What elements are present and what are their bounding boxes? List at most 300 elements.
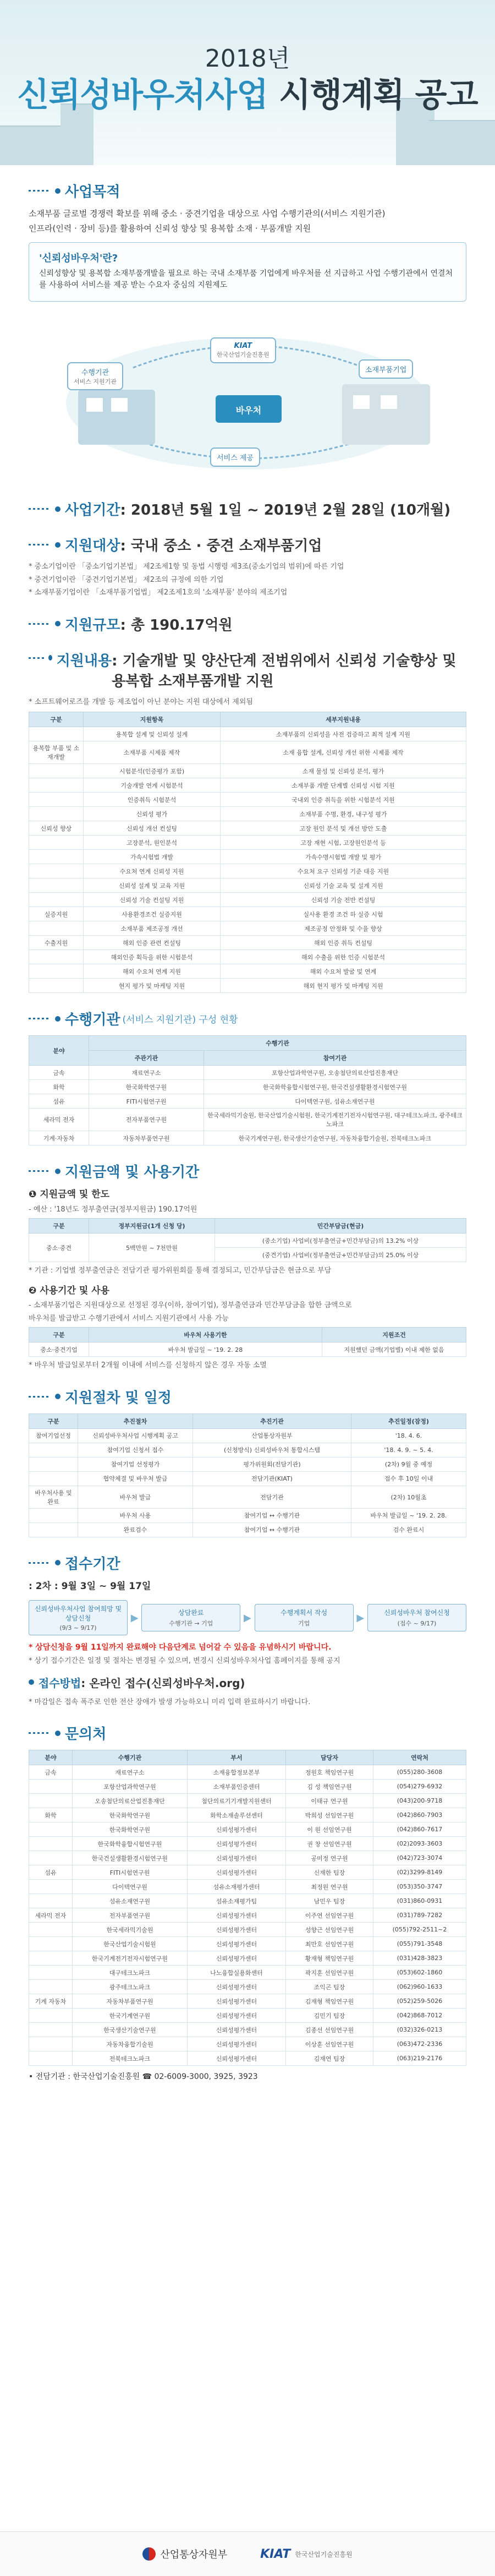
table-cell: (2차) 9월 중 예정 — [351, 1457, 466, 1471]
table-cell — [29, 1780, 73, 1794]
table-cell — [29, 1822, 73, 1837]
table-header: 주관기관 — [89, 1051, 204, 1066]
table-header: 연락처 — [373, 1750, 466, 1765]
field-heading: 지원내용 — [56, 652, 112, 669]
table-cell: 고장 원인 분석 및 개선 방안 도출 — [221, 821, 466, 836]
table-cell: 광주테크노파크 — [73, 1980, 188, 1994]
table-cell: 협약체결 및 바우처 발급 — [78, 1471, 193, 1486]
table-cell: 전자부품연구원 — [73, 1908, 188, 1923]
table-cell: 신뢰성 개선 컨설팅 — [84, 821, 221, 836]
table-cell: 곽지훈 선임연구원 — [286, 1966, 373, 1980]
table-row — [29, 1880, 466, 1894]
table-row — [29, 1486, 466, 1508]
table-cell — [29, 1837, 73, 1851]
field-note: * 소프트웨어로즈를 개발 등 제조업이 아닌 분야는 지원 대상에서 제외됨 — [29, 697, 253, 706]
table-cell: 소재부품 시제품 제작 — [84, 741, 221, 764]
table-cell — [29, 2023, 73, 2037]
table-row — [29, 1951, 466, 1966]
table-cell: 전담기관(KIAT) — [193, 1471, 351, 1486]
table-cell: 세라믹 전자 — [29, 1908, 73, 1923]
step-box: 상담완료 수행기관 → 기업 — [141, 1604, 240, 1631]
table-cell: 참여기업선정 — [29, 1428, 78, 1443]
agencies-heading: 수행기관 — [65, 1012, 120, 1028]
table-row — [29, 1994, 466, 2009]
table-cell: (053)350-3747 — [373, 1880, 466, 1894]
scale-value: : 총 190.17억원 — [120, 616, 233, 634]
step-box: 수행계획서 작성 기업 — [255, 1604, 354, 1631]
table-cell: (053)602-1860 — [373, 1966, 466, 1980]
table-cell — [29, 950, 84, 964]
table-row — [29, 778, 466, 793]
target-section — [29, 534, 466, 598]
support-subheading: ❶ 지원금액 및 한도 — [29, 1189, 110, 1200]
table-cell — [29, 1508, 78, 1522]
table-cell: 해외 인증 관련 컨설팅 — [84, 936, 221, 950]
table-row — [29, 921, 466, 936]
support-usage-table — [29, 1327, 466, 1357]
title-highlight: 신뢰성바우처사업 — [17, 76, 268, 114]
field-section — [29, 650, 466, 994]
table-cell: FITI시험연구원 — [73, 1865, 188, 1880]
table-cell: 인증취득 시험분석 — [84, 793, 221, 807]
table-header: 추진일정(잠정) — [351, 1413, 466, 1428]
table-cell: 해외인증 획득을 위한 시험분석 — [84, 950, 221, 964]
field-value: : 기술개발 및 양산단계 전범위에서 신뢰성 기술향상 및 용복합 소재부품개발 지원 — [112, 652, 457, 690]
table-cell: 재료연구소 — [89, 1066, 204, 1080]
table-cell — [29, 1923, 73, 1937]
table-cell: 재료연구소 — [73, 1765, 188, 1780]
table-cell — [29, 1471, 78, 1486]
table-cell: 기계 자동차 — [29, 1994, 73, 2009]
table-cell: 최정원 연구원 — [286, 1880, 373, 1894]
table-cell: 국내외 인증 취득을 위한 시험분석 지원 — [221, 793, 466, 807]
table-row — [29, 1508, 466, 1522]
voucher-flow-diagram — [29, 307, 466, 483]
table-cell — [29, 1457, 78, 1471]
support-subheading: ❷ 사용기간 및 사용 — [29, 1285, 110, 1296]
table-cell: FITI시험연구원 — [89, 1094, 204, 1109]
table-cell: 신뢰성평가센터 — [188, 2023, 286, 2037]
voucher-definition-box — [29, 242, 466, 302]
main-contact: • 전담기관 : 한국산업기술진흥원 ☎ 02-6009-3000, 3925, 3923 — [29, 2072, 258, 2081]
table-row — [29, 878, 466, 893]
table-cell: 신뢰성평가센터 — [188, 1980, 286, 1994]
table-cell: 소재부품 개발 단계별 신뢰성 시험 지원 — [221, 778, 466, 793]
table-cell: 바우처 발급일 ~ '19. 2. 28. — [351, 1508, 466, 1522]
table-row — [29, 864, 466, 878]
table-cell: 바우처 발급 — [78, 1486, 193, 1508]
table-cell: (055)791-3548 — [373, 1937, 466, 1951]
title-rest: 시행계획 공고 — [268, 76, 478, 114]
table-cell: 자동차부품연구원 — [73, 1994, 188, 2009]
table-row — [29, 741, 466, 764]
table-row — [29, 1094, 466, 1109]
contact-heading: 문의처 — [65, 1726, 107, 1743]
table-cell: (02)3299-8149 — [373, 1865, 466, 1880]
table-cell: 소재융합정보본부 — [188, 1765, 286, 1780]
table-cell: 한국기계연구원 — [73, 2009, 188, 2023]
table-cell — [29, 2051, 73, 2066]
table-cell: (042)723-3074 — [373, 1851, 466, 1865]
table-cell: 한국세라믹기술원, 한국산업기술시험원, 한국기계전기전자시험연구원, 대구테크노파크, 광주테크노파크 — [204, 1109, 466, 1131]
table-row — [29, 807, 466, 821]
table-cell: 한국산업기술시험원 — [73, 1937, 188, 1951]
table-cell — [29, 964, 84, 979]
table-cell: 다이텍연구원, 섬유소재연구원 — [204, 1094, 466, 1109]
table-cell: 나노융합실용화센터 — [188, 1966, 286, 1980]
table-cell: 한국생산기술연구원 — [73, 2023, 188, 2037]
table-cell: (062)960-1633 — [373, 1980, 466, 1994]
field-table-body — [29, 727, 466, 993]
table-header: 구분 — [29, 1328, 89, 1342]
target-item: * 중소기업이란 「중소기업기본법」 제2조제1항 및 동법 시행령 제3조(중소기업의 범위)에 따른 기업 — [29, 563, 344, 571]
table-cell: 수요처 연계 신뢰성 지원 — [84, 864, 221, 878]
table-cell: 고장 재현 시험, 고장원인분석 등 — [221, 836, 466, 850]
table-cell: 소재부품 수명, 환경, 내구성 평가 — [221, 807, 466, 821]
table-cell: 김민기 팀장 — [286, 2009, 373, 2023]
table-row — [29, 2023, 466, 2037]
table-cell: (063)219-2176 — [373, 2051, 466, 2066]
table-cell: 시험분석(인증평가 포함) — [84, 764, 221, 778]
table-cell: 참여기업 ↔ 수행기관 — [193, 1508, 351, 1522]
table-cell: 신뢰성 기술 전반 컨설팅 — [221, 893, 466, 907]
table-cell: 완료검수 — [78, 1522, 193, 1537]
table-cell — [29, 793, 84, 807]
table-cell: 해외 수출을 위한 인증 시험분석 — [221, 950, 466, 964]
table-cell: 가속시험법 개발 — [84, 850, 221, 864]
table-cell: 한국화학연구원 — [89, 1080, 204, 1094]
arrow-right-icon: ▶ — [356, 1612, 365, 1624]
table-cell — [29, 1894, 73, 1908]
table-header: 부서 — [188, 1750, 286, 1765]
method-note: * 마감일은 접속 폭주로 인한 전산 장애가 발생 가능하오니 미리 입력 완료하시기 바랍니다. — [29, 1698, 311, 1706]
support-note: - 예산 : '18년도 정부출연금(정부지원금) 190.17억원 — [29, 1205, 197, 1214]
table-header: 담당자 — [286, 1750, 373, 1765]
voucher-label: 바우처 — [235, 405, 262, 416]
table-cell — [29, 836, 84, 850]
application-period: : 2차 : 9월 3일 ~ 9월 17일 — [29, 1580, 151, 1592]
table-cell: 김재형 책임연구원 — [286, 1994, 373, 2009]
table-cell: 용복합 설계 및 신뢰성 설계 — [84, 727, 221, 741]
table-cell: 한국화학연구원 — [73, 1808, 188, 1822]
support-note: - 소재부품기업은 지원대상으로 선정된 경우(이하, 참여기업), 정부출연금과 민간부담금을 합한 금액으로 — [29, 1301, 352, 1309]
table-cell: (055)280-3608 — [373, 1765, 466, 1780]
table-cell: (043)200-9718 — [373, 1794, 466, 1808]
table-row — [29, 2037, 466, 2051]
table-header: 추진기관 — [193, 1413, 351, 1428]
table-row — [29, 836, 466, 850]
target-value: : 국내 중소 · 중견 소재부품기업 — [120, 538, 322, 554]
table-row: 중소·중견기업 바우처 발급일 ~ '19. 2. 28 지원했던 금액(기업별) 이내 제한 없음 — [29, 1342, 466, 1357]
footer — [0, 2531, 495, 2576]
table-cell: 오송첨단의료산업진흥재단 — [73, 1794, 188, 1808]
table-cell: 남민우 팀장 — [286, 1894, 373, 1908]
box-title: '신뢰성바우처'란? — [39, 253, 118, 264]
table-row — [29, 2051, 466, 2066]
table-cell: 금속 — [29, 1765, 73, 1780]
table-cell: 박희성 선임연구원 — [286, 1808, 373, 1822]
table-cell: 신뢰성바우처사업 시행계획 공고 — [78, 1428, 193, 1443]
table-cell — [29, 979, 84, 993]
support-note: * 바우처 발급일로부터 2개월 이내에 서비스를 신청하지 않은 경우 자동 소멸 — [29, 1361, 267, 1369]
table-cell: 소재부품인증센터 — [188, 1780, 286, 1794]
table-cell: 사용환경조건 실증지원 — [84, 907, 221, 921]
purpose-line: 소재부품 글로벌 경쟁력 확보를 위해 중소 · 중견기업을 대상으로 사업 수행기관의(서비스 지원기관) — [29, 209, 386, 219]
table-cell: 신뢰성평가센터 — [188, 2009, 286, 2023]
arrow-right-icon: ▶ — [244, 1612, 251, 1624]
support-note: * 기관 : 기업별 정부출연금은 전담기관 평가위원회를 통해 결정되고, 민간부담금은 현금으로 부담 — [29, 1267, 332, 1275]
table-row — [29, 1808, 466, 1822]
ministry-logo: 산업통상자원부 — [142, 2547, 227, 2561]
table-cell — [29, 864, 84, 878]
table-cell: 고장분석, 원인분석 — [84, 836, 221, 850]
application-steps — [29, 1600, 466, 1635]
table-cell: 김종선 선임연구원 — [286, 2023, 373, 2037]
table-cell: 신재한 팀장 — [286, 1865, 373, 1880]
table-cell: 화학 — [29, 1808, 73, 1822]
table-cell — [29, 1980, 73, 1994]
table-row — [29, 821, 466, 836]
table-cell: 실사용 환경 조건 하 실증 시험 — [221, 907, 466, 921]
table-cell: 자동차융합기술원 — [73, 2037, 188, 2051]
table-cell: 첨단의료기기개발지원센터 — [188, 1794, 286, 1808]
table-cell: 해외 현지 평가 및 마케팅 지원 — [221, 979, 466, 993]
table-cell — [29, 921, 84, 936]
table-row — [29, 1428, 466, 1443]
table-cell — [29, 850, 84, 864]
period-section — [29, 499, 466, 519]
table-cell — [29, 2037, 73, 2051]
table-row — [29, 1837, 466, 1851]
service-label: 서비스 제공 — [210, 447, 260, 467]
table-cell: 신뢰성평가센터 — [188, 2051, 286, 2066]
table-cell: 현지 평가 및 마케팅 지원 — [84, 979, 221, 993]
table-cell: 공미정 연구원 — [286, 1851, 373, 1865]
application-section — [29, 1553, 466, 1708]
table-cell: 신뢰성 기술 교육 및 설계 지원 — [221, 878, 466, 893]
table-cell: 섬유 — [29, 1094, 89, 1109]
table-header: 수행기관 — [73, 1750, 188, 1765]
table-cell: 검수 완료시 — [351, 1522, 466, 1537]
table-cell: 해외 인증 취득 컨설팅 — [221, 936, 466, 950]
table-cell: 소재부품의 신뢰성을 사전 검증하고 최적 설계 지원 — [221, 727, 466, 741]
table-cell: 소재부품 제조공정 개선 — [84, 921, 221, 936]
table-header: 수행기관 — [89, 1036, 466, 1051]
table-cell — [29, 1522, 78, 1537]
table-cell: 제조공정 안정화 및 수율 향상 — [221, 921, 466, 936]
scale-heading: 지원규모 — [65, 616, 120, 634]
table-header: 세부지원내용 — [221, 712, 466, 727]
table-row — [29, 1822, 466, 1837]
table-row — [29, 1780, 466, 1794]
table-cell: (042)868-7012 — [373, 2009, 466, 2023]
table-cell: 한국화학연구원 — [73, 1822, 188, 1837]
table-cell: 섬유소재평가센터 — [188, 1880, 286, 1894]
table-cell: 산업통상자원부 — [193, 1428, 351, 1443]
table-cell: (042)860-7903 — [373, 1808, 466, 1822]
table-row — [29, 950, 466, 964]
table-row — [29, 727, 466, 741]
table-cell: (055)792-2511~2 — [373, 1923, 466, 1937]
table-row — [29, 1937, 466, 1951]
table-cell: (063)472-2336 — [373, 2037, 466, 2051]
table-cell: 기술개발 연계 시험분석 — [84, 778, 221, 793]
table-cell: 한국세라믹기술원 — [73, 1923, 188, 1937]
procedure-table — [29, 1413, 466, 1537]
table-cell: 용복합 부품 및 소재개발 — [29, 741, 84, 764]
table-cell: (031)789-7282 — [373, 1908, 466, 1923]
table-cell — [29, 1951, 73, 1966]
table-cell: 신뢰성평가센터 — [188, 1851, 286, 1865]
table-cell: 신뢰성평가센터 — [188, 1822, 286, 1837]
table-cell: (02)2093-3603 — [373, 1837, 466, 1851]
table-cell: 수요처 요구 신뢰성 기준 대응 지원 — [221, 864, 466, 878]
purpose-line: 인프라(인력 · 장비 등)를 활용하여 신뢰성 향상 및 용복합 소재 · 부품개발 지원 — [29, 223, 311, 233]
table-cell: 이태규 연구원 — [286, 1794, 373, 1808]
table-cell: 이 원 선임연구원 — [286, 1822, 373, 1837]
support-amount-table — [29, 1218, 466, 1262]
company-label: 소재부품기업 — [359, 359, 413, 379]
arrow-right-icon: ▶ — [130, 1612, 139, 1624]
table-cell: 한국기계연구원, 한국생산기술연구원, 자동차융합기술원, 전북테크노파크 — [204, 1131, 466, 1145]
table-row — [29, 1522, 466, 1537]
table-cell: 이상훈 선임연구원 — [286, 2037, 373, 2051]
table-row: (중견기업) 사업비(정부출연금+민간부담금)의 25.0% 이상 — [29, 1248, 466, 1262]
table-cell: 이주연 선임연구원 — [286, 1908, 373, 1923]
procedure-table-body — [29, 1428, 466, 1537]
table-cell: 대구테크노파크 — [73, 1966, 188, 1980]
table-cell: 전북테크노파크 — [73, 2051, 188, 2066]
table-cell: 신뢰성평가센터 — [188, 1923, 286, 1937]
table-header: 구분 — [29, 712, 84, 727]
table-cell: 전자부품연구원 — [89, 1109, 204, 1131]
table-cell: (042)860-7617 — [373, 1822, 466, 1837]
contact-section — [29, 1723, 466, 2083]
table-cell — [29, 878, 84, 893]
table-cell: 자동차부품연구원 — [89, 1131, 204, 1145]
table-cell: 신뢰성평가센터 — [188, 1994, 286, 2009]
kiat-logo: KIAT 한국산업기술진흥원 — [260, 2547, 353, 2561]
table-row — [29, 893, 466, 907]
table-cell: '18. 4. 6. — [351, 1428, 466, 1443]
table-cell: 해외 수요처 발굴 및 연계 — [221, 964, 466, 979]
table-cell: 신뢰성평가센터 — [188, 1951, 286, 1966]
table-row — [29, 979, 466, 993]
table-cell: 김재연 팀장 — [286, 2051, 373, 2066]
table-cell: 금속 — [29, 1066, 89, 1080]
table-row: 중소·중견 5백만원 ~ 7천만원 (중소기업) 사업비(정부출연금+민간부담금)의 13.2% 이상 — [29, 1234, 466, 1248]
table-cell: 바우처사용 및 완료 — [29, 1486, 78, 1508]
table-cell: 포항산업과학연구원, 오송첨단의료산업진흥재단 — [204, 1066, 466, 1080]
table-cell: (신청방식) 신뢰성바우처 통합시스템 — [193, 1443, 351, 1457]
table-row — [29, 1066, 466, 1080]
table-header: 정부지원금(1개 신청 당) — [89, 1219, 215, 1234]
scale-section — [29, 614, 466, 634]
table-cell: 포항산업과학연구원 — [73, 1780, 188, 1794]
table-cell: (052)259-5026 — [373, 1994, 466, 2009]
table-header: 추진절차 — [78, 1413, 193, 1428]
procedure-heading: 지원절차 및 일정 — [65, 1389, 172, 1406]
application-warning: * 상담신청을 9월 11일까지 완료해야 다음단계로 넘어갈 수 있음을 유념하시기 바랍니다. — [29, 1643, 332, 1652]
table-cell: 신뢰성평가센터 — [188, 1937, 286, 1951]
table-cell: 신뢰성평가센터 — [188, 1837, 286, 1851]
table-cell: 참여기업 신청서 접수 — [78, 1443, 193, 1457]
table-cell: 접수 후 10일 이내 — [351, 1471, 466, 1486]
agencies-table-body — [29, 1066, 466, 1145]
city-silhouette — [0, 125, 66, 165]
period-heading: 사업기간 — [65, 502, 120, 519]
table-cell: 세라믹 전자 — [29, 1109, 89, 1131]
table-row — [29, 907, 466, 921]
table-row — [29, 1080, 466, 1094]
table-row — [29, 1923, 466, 1937]
period-value: : 2018년 5월 1일 ~ 2019년 2월 28일 (10개월) — [120, 502, 451, 519]
table-cell: 참여기업 ↔ 수행기관 — [193, 1522, 351, 1537]
table-cell: 바우처 사용 — [78, 1508, 193, 1522]
table-row — [29, 1457, 466, 1471]
agency-label: 수행기관 서비스 지원기관 — [67, 362, 123, 390]
table-row — [29, 2009, 466, 2023]
table-header: 지원항목 — [84, 712, 221, 727]
table-cell: 평가위원회(전담기관) — [193, 1457, 351, 1471]
table-cell — [29, 1937, 73, 1951]
target-item: * 중견기업이란 「중견기업기본법」 제2조의 규정에 의한 기업 — [29, 575, 224, 584]
application-heading: 접수기간 — [65, 1556, 120, 1573]
table-row — [29, 1894, 466, 1908]
box-text: 신뢰성향상 및 용복합 소재부품개발을 필요로 하는 국내 소재부품 기업에게 바우처를 선 지급하고 사업 수행기관에서 연결처를 사용하여 서비스를 제공 받는 수요자 중심의 지원제도 — [39, 269, 453, 290]
table-cell — [29, 1794, 73, 1808]
table-cell: 신뢰성 설계 및 교육 지원 — [84, 878, 221, 893]
table-cell: (2차) 10월초 — [351, 1486, 466, 1508]
table-cell — [29, 1851, 73, 1865]
agencies-heading-sub: (서비스 지원기관) 구성 현황 — [122, 1014, 238, 1025]
page-title — [0, 69, 495, 116]
table-row — [29, 936, 466, 950]
table-row — [29, 1765, 466, 1780]
table-cell: 황재형 책임연구원 — [286, 1951, 373, 1966]
table-row — [29, 1865, 466, 1880]
table-cell: 신뢰성 평가 — [84, 807, 221, 821]
table-cell: (031)860-0931 — [373, 1894, 466, 1908]
field-table — [29, 712, 466, 993]
table-cell — [29, 764, 84, 778]
table-cell — [29, 727, 84, 741]
table-cell: 신뢰성 향상 — [29, 821, 84, 836]
table-header: 바우처 사용기한 — [89, 1328, 322, 1342]
application-note: * 상기 접수기간은 일정 및 절차는 변경될 수 있으며, 변경시 신뢰성바우처사업 홈페이지를 통해 공지 — [29, 1657, 340, 1665]
support-section — [29, 1161, 466, 1371]
table-cell: (032)326-0213 — [373, 2023, 466, 2037]
table-cell: 한국화학융합시험연구원 — [73, 1837, 188, 1851]
table-cell: 실증지원 — [29, 907, 84, 921]
table-cell: 김 성 책임연구원 — [286, 1780, 373, 1794]
table-row — [29, 1980, 466, 1994]
table-cell: 신뢰성평가센터 — [188, 1865, 286, 1880]
support-heading: 지원금액 및 사용기간 — [65, 1164, 200, 1181]
contact-table — [29, 1750, 466, 2066]
agencies-table — [29, 1035, 466, 1145]
table-cell: 해외 수요처 연계 지원 — [84, 964, 221, 979]
table-cell: 가속수명시험법 개발 및 평가 — [221, 850, 466, 864]
table-row — [29, 1109, 466, 1131]
table-cell: 소재 물성 및 신뢰성 분석, 평가 — [221, 764, 466, 778]
table-row — [29, 1794, 466, 1808]
contact-table-body — [29, 1765, 466, 2066]
table-cell: 다이텍연구원 — [73, 1880, 188, 1894]
table-row — [29, 850, 466, 864]
table-cell: 섬유소재평가팀 — [188, 1894, 286, 1908]
table-row — [29, 793, 466, 807]
